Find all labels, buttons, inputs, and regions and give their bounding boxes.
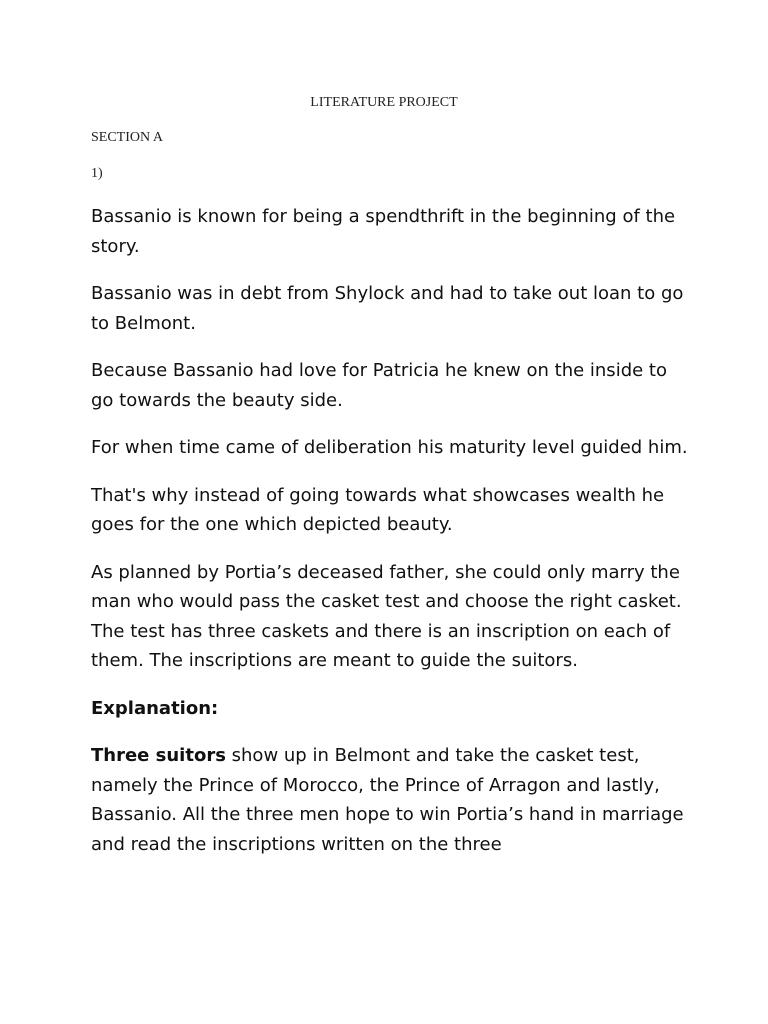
paragraph: For when time came of deliberation his maturity level guided him. [91,437,688,458]
question-number: 1) [91,166,103,181]
document-title: LITERATURE PROJECT [310,95,458,110]
paragraph: That's why instead of going towards what showcases wealth he goes for the one which depicted beauty. [91,484,665,535]
answer-body [91,202,691,877]
explanation-lead: Three suitors [91,745,226,766]
section-label: SECTION A [91,130,163,145]
explanation-heading: Explanation: [91,697,219,719]
paragraph: Bassanio was in debt from Shylock and had to take out loan to go to Belmont. [91,283,684,334]
paragraph: As planned by Portia’s deceased father, she could only marry the man who would pass the casket test and choose the right casket. The test has three caskets and there is an inscription on each of them. The inscriptions are meant to guide the suitors. [91,561,682,671]
paragraph: Because Bassanio had love for Patricia he knew on the inside to go towards the beauty side. [91,360,667,411]
paragraph: Bassanio is known for being a spendthrift in the beginning of the story. [91,206,676,257]
explanation-text: show up in Belmont and take the casket test, namely the Prince of Morocco, the Prince of Arragon and lastly, Bassanio. All the three men hope to win Portia’s hand in marriage and read the inscriptions written on the three [91,745,684,855]
explanation-paragraph [91,741,691,859]
